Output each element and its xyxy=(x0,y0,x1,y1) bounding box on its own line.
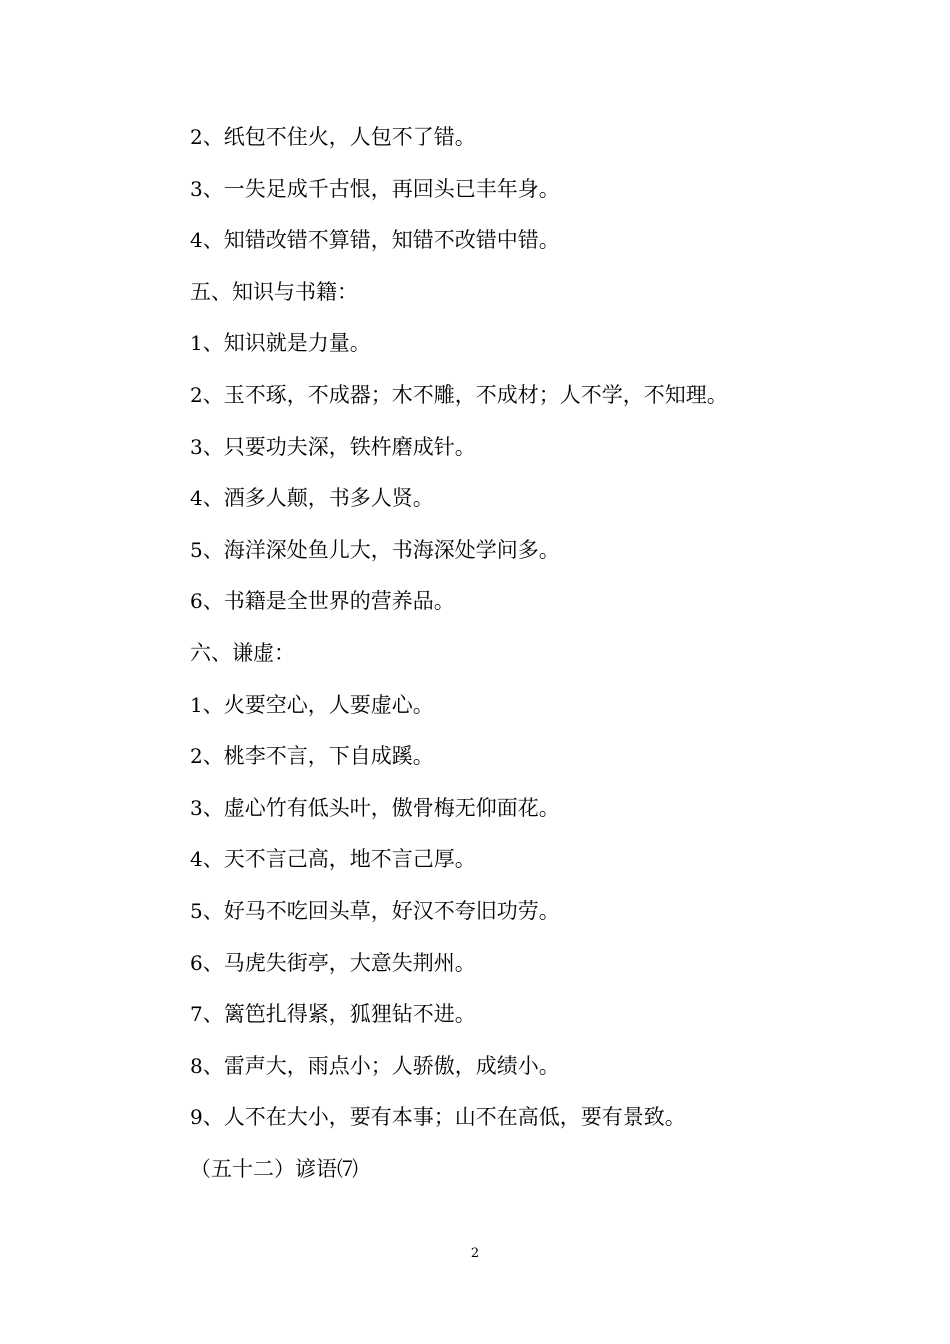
item-number: 1 xyxy=(190,331,203,356)
list-item xyxy=(190,112,890,164)
item-number: 4 xyxy=(190,228,203,253)
item-text: 、虚心竹有低头叶，傲骨梅无仰面花。 xyxy=(202,795,560,820)
heading-text: （五十二）谚语⑺ xyxy=(190,1156,358,1181)
item-text: 、天不言己高，地不言己厚。 xyxy=(202,847,476,872)
item-number: 4 xyxy=(190,847,203,872)
item-text: 、只要功夫深，铁杵磨成针。 xyxy=(202,434,476,459)
item-number: 2 xyxy=(190,125,203,149)
content-lines xyxy=(190,112,890,1195)
item-number: 4 xyxy=(190,486,203,511)
list-item xyxy=(190,1041,890,1093)
item-number: 3 xyxy=(190,176,203,201)
list-item xyxy=(190,215,890,267)
item-text: 、火要空心，人要虚心。 xyxy=(202,692,434,717)
list-item xyxy=(190,576,890,628)
item-text: 、海洋深处鱼儿大，书海深处学问多。 xyxy=(202,537,560,562)
list-item xyxy=(190,422,890,474)
list-item xyxy=(190,989,890,1041)
list-item xyxy=(190,834,890,886)
item-text: 、好马不吃回头草，好汉不夸旧功劳。 xyxy=(202,898,560,923)
item-number: 8 xyxy=(190,1053,203,1078)
item-number: 3 xyxy=(190,434,203,459)
item-number: 6 xyxy=(190,950,203,975)
item-number: 3 xyxy=(190,795,203,820)
item-number: 6 xyxy=(190,589,203,614)
list-item xyxy=(190,783,890,835)
item-number: 7 xyxy=(190,1002,203,1027)
item-text: 、人不在大小，要有本事；山不在高低，要有景致。 xyxy=(202,1105,686,1130)
item-text: 、书籍是全世界的营养品。 xyxy=(202,589,455,614)
list-item xyxy=(190,473,890,525)
list-item xyxy=(190,1092,890,1144)
list-item xyxy=(190,370,890,422)
item-text: 、酒多人颠，书多人贤。 xyxy=(202,486,434,511)
list-item xyxy=(190,886,890,938)
item-text: 、纸包不住火，人包不了错。 xyxy=(202,125,476,149)
item-number: 2 xyxy=(190,744,203,769)
heading-text: 六、谦虚： xyxy=(190,640,295,665)
item-text: 、篱笆扎得紧，狐狸钻不进。 xyxy=(202,1002,476,1027)
list-item xyxy=(190,164,890,216)
item-text: 、知错改错不算错，知错不改错中错。 xyxy=(202,228,560,253)
item-number: 1 xyxy=(190,692,203,717)
item-text: 、知识就是力量。 xyxy=(202,331,371,356)
item-number: 5 xyxy=(190,898,203,923)
list-item xyxy=(190,731,890,783)
item-text: 、玉不琢，不成器；木不雕，不成材；人不学，不知理。 xyxy=(202,382,728,407)
section-heading xyxy=(190,267,890,319)
item-number: 5 xyxy=(190,537,203,562)
page-number: 2 xyxy=(470,1246,480,1261)
item-number: 9 xyxy=(190,1105,203,1130)
heading-text: 五、知识与书籍： xyxy=(190,279,358,304)
section-heading xyxy=(190,628,890,680)
item-text: 、桃李不言，下自成蹊。 xyxy=(202,744,434,769)
item-text: 、雷声大，雨点小；人骄傲，成绩小。 xyxy=(202,1053,560,1078)
list-item xyxy=(190,318,890,370)
list-item xyxy=(190,525,890,577)
item-text: 、马虎失街亭，大意失荆州。 xyxy=(202,950,476,975)
list-item xyxy=(190,680,890,732)
item-number: 2 xyxy=(190,382,203,407)
list-item xyxy=(190,938,890,990)
item-text: 、一失足成千古恨，再回头已丰年身。 xyxy=(202,176,560,201)
section-heading xyxy=(190,1144,890,1196)
